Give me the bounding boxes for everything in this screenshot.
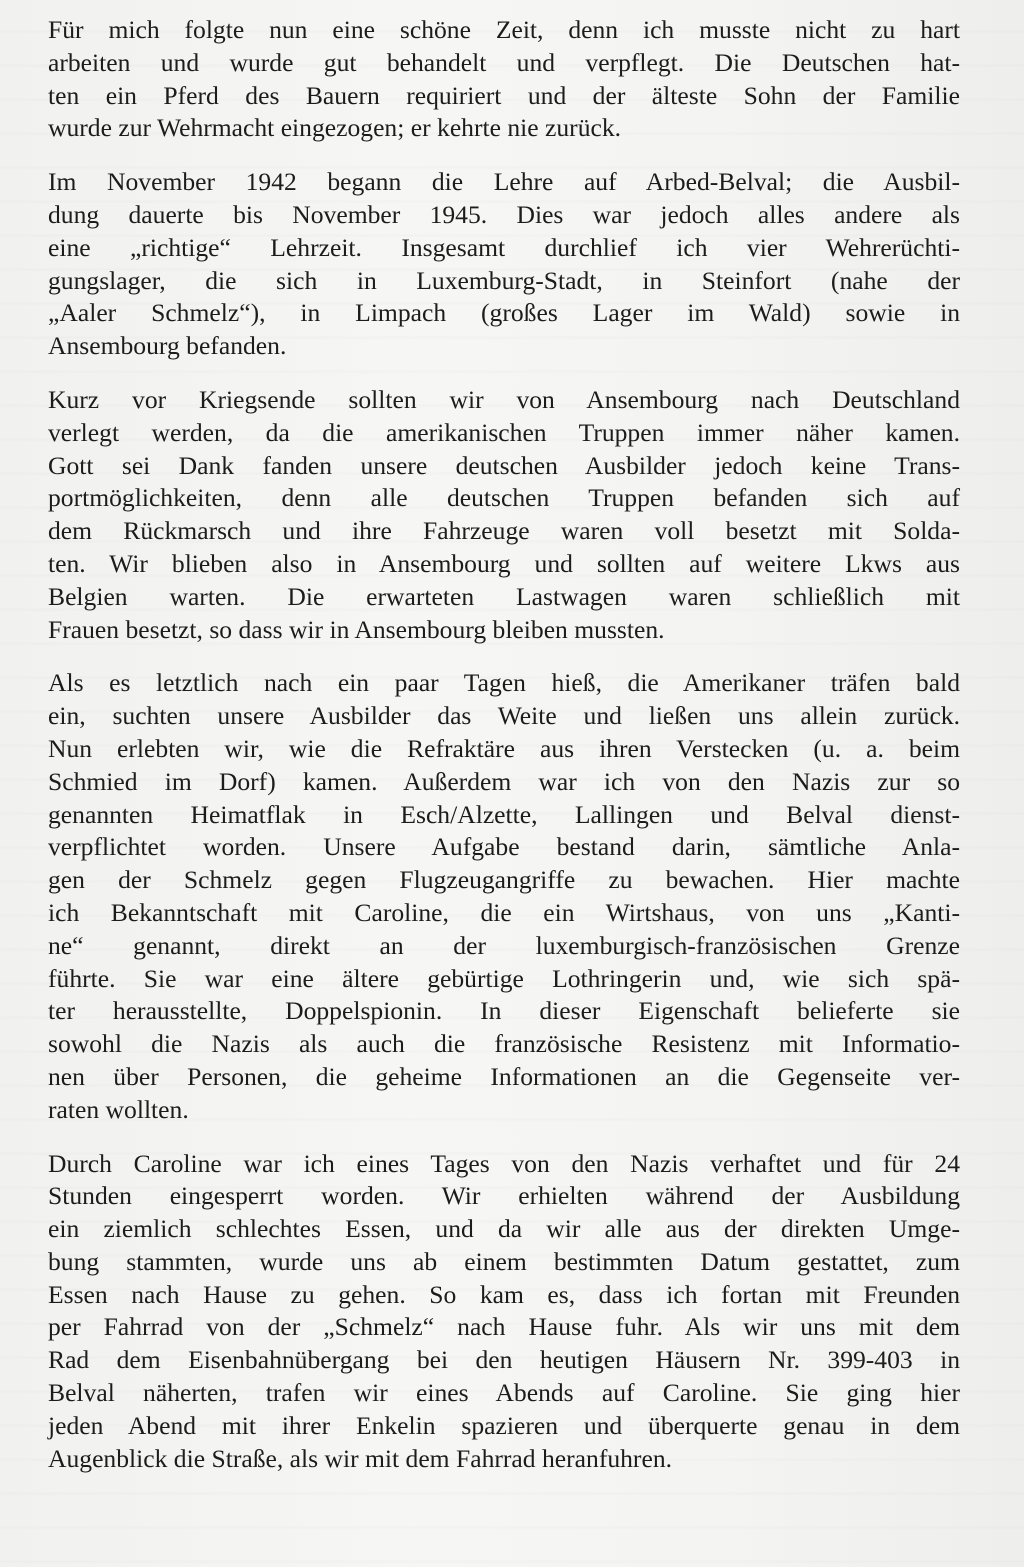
text-line: Ansembourg befanden. bbox=[48, 331, 287, 361]
text-line: ten. Wir blieben also in Ansembourg und sollten auf weitere Lkws aus bbox=[48, 548, 960, 578]
text-line: Als es letztlich nach ein paar Tagen hieß, die Amerikaner träfen bald bbox=[48, 668, 960, 698]
paragraph-5 bbox=[48, 1148, 960, 1476]
text-line: ich Bekanntschaft mit Caroline, die ein Wirtshaus, von uns „Kanti- bbox=[48, 897, 960, 927]
text-line: Rad dem Eisenbahnübergang bei den heutigen Häusern Nr. 399-403 in bbox=[48, 1345, 960, 1375]
text-line: per Fahrrad von der „Schmelz“ nach Hause fuhr. Als wir uns mit dem bbox=[48, 1312, 960, 1342]
paragraph-4 bbox=[48, 667, 960, 1126]
text-line: gen der Schmelz gegen Flugzeugangriffe zu bewachen. Hier machte bbox=[48, 865, 960, 895]
text-line: genannten Heimatflak in Esch/Alzette, Lallingen und Belval dienst- bbox=[48, 799, 960, 829]
text-line: verlegt werden, da die amerikanischen Truppen immer näher kamen. bbox=[48, 417, 960, 447]
text-line: gungslager, die sich in Luxemburg-Stadt, in Steinfort (nahe der bbox=[48, 265, 960, 295]
paragraph-2 bbox=[48, 166, 960, 363]
body-text bbox=[48, 14, 960, 1475]
text-line: dung dauerte bis November 1945. Dies war jedoch alles andere als bbox=[48, 199, 960, 229]
paragraph-1 bbox=[48, 14, 960, 145]
text-line: ter herausstellte, Doppelspionin. In dieser Eigenschaft belieferte sie bbox=[48, 996, 960, 1026]
text-line: Kurz vor Kriegsende sollten wir von Ansembourg nach Deutschland bbox=[48, 384, 960, 414]
text-line: bung stammten, wurde uns ab einem bestimmten Datum gestattet, zum bbox=[48, 1246, 960, 1276]
text-line: Nun erlebten wir, wie die Refraktäre aus ihren Verstecken (u. a. beim bbox=[48, 733, 960, 763]
text-line: raten wollten. bbox=[48, 1094, 189, 1124]
text-line: wurde zur Wehrmacht eingezogen; er kehrte nie zurück. bbox=[48, 113, 622, 143]
text-line: Essen nach Hause zu gehen. So kam es, dass ich fortan mit Freunden bbox=[48, 1279, 960, 1309]
text-line: Schmied im Dorf) kamen. Außerdem war ich von den Nazis zur so bbox=[48, 766, 960, 796]
text-line: portmöglichkeiten, denn alle deutschen Truppen befanden sich auf bbox=[48, 483, 960, 513]
text-line: ne“ genannt, direkt an der luxemburgisch-französischen Grenze bbox=[48, 930, 960, 960]
text-line: Durch Caroline war ich eines Tages von den Nazis verhaftet und für 24 bbox=[48, 1148, 960, 1178]
text-line: Im November 1942 begann die Lehre auf Arbed-Belval; die Ausbil- bbox=[48, 167, 960, 197]
text-line: ten ein Pferd des Bauern requiriert und der älteste Sohn der Familie bbox=[48, 80, 960, 110]
text-line: ein, suchten unsere Ausbilder das Weite und ließen uns allein zurück. bbox=[48, 701, 960, 731]
text-line: Belval näherten, trafen wir eines Abends auf Caroline. Sie ging hier bbox=[48, 1378, 960, 1408]
text-line: jeden Abend mit ihrer Enkelin spazieren und überquerte genau in dem bbox=[48, 1410, 960, 1440]
text-line: Belgien warten. Die erwarteten Lastwagen waren schließlich mit bbox=[48, 581, 960, 611]
paragraph-3 bbox=[48, 384, 960, 646]
text-line: Augenblick die Straße, als wir mit dem Fahrrad heranfuhren. bbox=[48, 1443, 673, 1473]
text-line: arbeiten und wurde gut behandelt und verpflegt. Die Deutschen hat- bbox=[48, 47, 960, 77]
text-line: Gott sei Dank fanden unsere deutschen Ausbilder jedoch keine Trans- bbox=[48, 450, 960, 480]
text-line: nen über Personen, die geheime Informationen an die Gegenseite ver- bbox=[48, 1061, 960, 1091]
text-line: ein ziemlich schlechtes Essen, und da wir alle aus der direkten Umge- bbox=[48, 1214, 960, 1244]
text-line: Für mich folgte nun eine schöne Zeit, denn ich musste nicht zu hart bbox=[48, 15, 960, 44]
text-line: Stunden eingesperrt worden. Wir erhielten während der Ausbildung bbox=[48, 1181, 960, 1211]
text-line: führte. Sie war eine ältere gebürtige Lothringerin und, wie sich spä- bbox=[48, 963, 960, 993]
text-line: eine „richtige“ Lehrzeit. Insgesamt durchlief ich vier Wehrerüchti- bbox=[48, 232, 960, 262]
text-line: verpflichtet worden. Unsere Aufgabe bestand darin, sämtliche Anla- bbox=[48, 832, 960, 862]
text-line: sowohl die Nazis als auch die französische Resistenz mit Informatio- bbox=[48, 1029, 960, 1059]
text-line: dem Rückmarsch und ihre Fahrzeuge waren voll besetzt mit Solda- bbox=[48, 516, 960, 546]
text-line: Frauen besetzt, so dass wir in Ansembourg bleiben mussten. bbox=[48, 614, 665, 644]
text-line: „Aaler Schmelz“), in Limpach (großes Lager im Wald) sowie in bbox=[48, 298, 960, 328]
